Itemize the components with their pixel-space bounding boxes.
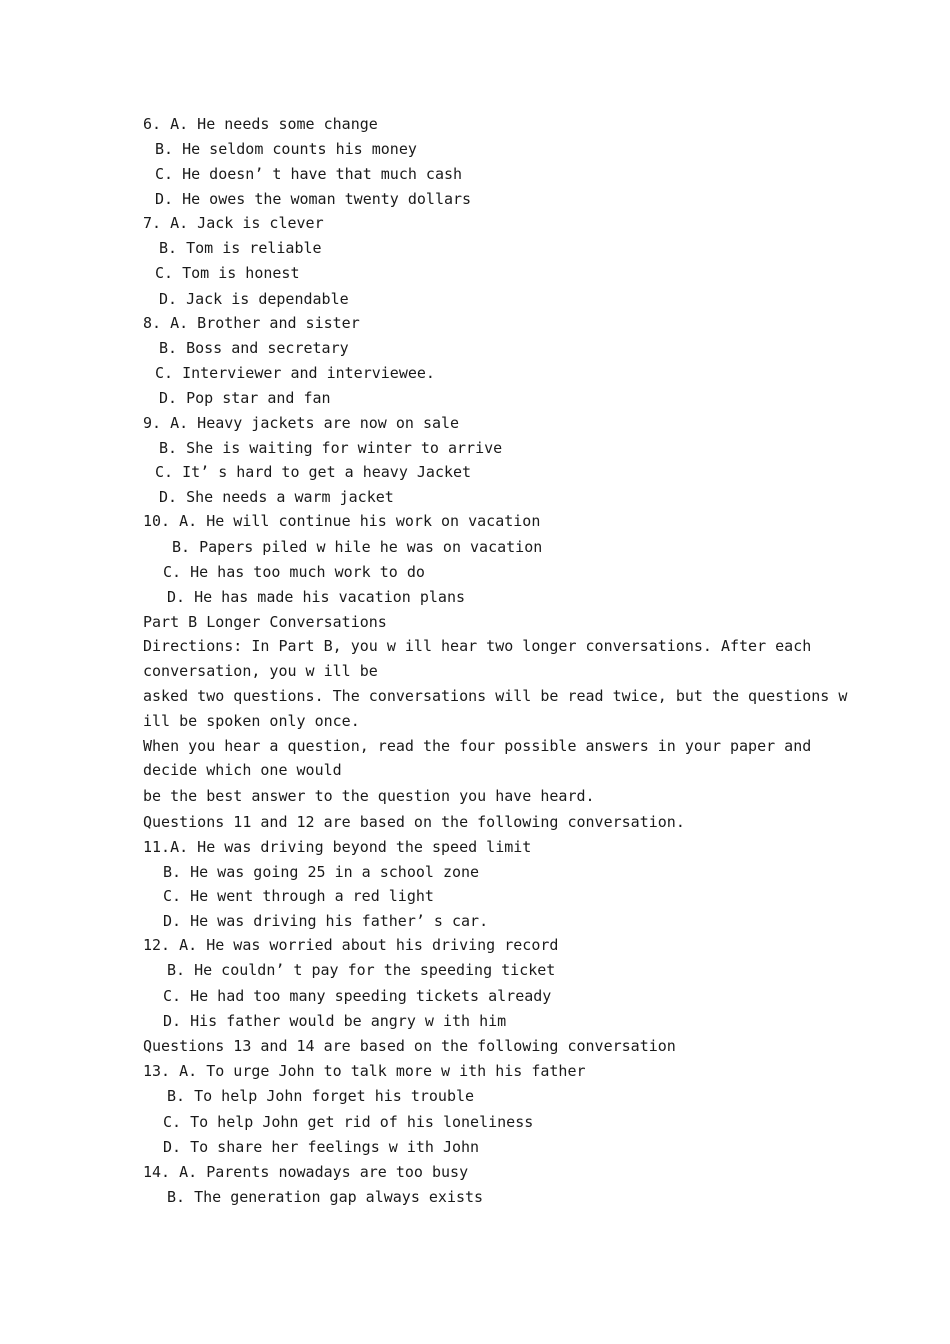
q10-option-c: C. He has too much work to do	[163, 563, 425, 581]
q9-option-d: D. She needs a warm jacket	[159, 488, 394, 506]
q6-option-c: C. He doesn’ t have that much cash	[155, 165, 463, 183]
q7-option-a: 7. A. Jack is clever	[143, 214, 324, 232]
q7-option-d: D. Jack is dependable	[159, 290, 349, 308]
q8-option-a: 8. A. Brother and sister	[143, 314, 360, 332]
directions-line-7: be the best answer to the question you have heard.	[143, 787, 595, 805]
directions-line-1: Directions: In Part B, you w ill hear two longer conversations. After each	[143, 637, 812, 655]
q13-option-d: D. To share her feelings w ith John	[163, 1138, 480, 1156]
q9-option-b: B. She is waiting for winter to arrive	[159, 439, 503, 457]
q12-option-c: C. He had too many speeding tickets already	[163, 987, 552, 1005]
q9-option-c: C. It’ s hard to get a heavy Jacket	[155, 463, 472, 481]
q6-option-b: B. He seldom counts his money	[155, 140, 417, 158]
q11-option-d: D. He was driving his father’ s car.	[163, 912, 489, 930]
q6-option-a: 6. A. He needs some change	[143, 115, 378, 133]
q11-option-b: B. He was going 25 in a school zone	[163, 863, 480, 881]
q11-option-a: 11.A. He was driving beyond the speed limit	[143, 838, 532, 856]
q12-option-a: 12. A. He was worried about his driving record	[143, 936, 559, 954]
q6-option-d: D. He owes the woman twenty dollars	[155, 190, 472, 208]
q9-option-a: 9. A. Heavy jackets are now on sale	[143, 414, 460, 432]
q13-option-b: B. To help John forget his trouble	[167, 1087, 475, 1105]
questions-13-14-intro: Questions 13 and 14 are based on the following conversation	[143, 1037, 676, 1055]
part-b-heading: Part B Longer Conversations	[143, 613, 387, 631]
questions-11-12-intro: Questions 11 and 12 are based on the following conversation.	[143, 813, 685, 831]
q7-option-c: C. Tom is honest	[155, 264, 300, 282]
q14-option-b: B. The generation gap always exists	[167, 1188, 484, 1206]
directions-line-6: decide which one would	[143, 761, 342, 779]
q8-option-c: C. Interviewer and interviewee.	[155, 364, 435, 382]
q12-option-d: D. His father would be angry w ith him	[163, 1012, 507, 1030]
q12-option-b: B. He couldn’ t pay for the speeding ticket	[167, 961, 556, 979]
directions-line-4: ill be spoken only once.	[143, 712, 360, 730]
q11-option-c: C. He went through a red light	[163, 887, 434, 905]
q8-option-b: B. Boss and secretary	[159, 339, 349, 357]
q10-option-d: D. He has made his vacation plans	[167, 588, 466, 606]
directions-line-3: asked two questions. The conversations will be read twice, but the questions w	[143, 687, 848, 705]
q14-option-a: 14. A. Parents nowadays are too busy	[143, 1163, 469, 1181]
q10-option-b: B. Papers piled w hile he was on vacation	[172, 538, 543, 556]
directions-line-5: When you hear a question, read the four possible answers in your paper and	[143, 737, 812, 755]
q7-option-b: B. Tom is reliable	[159, 239, 322, 257]
directions-line-2: conversation, you w ill be	[143, 662, 378, 680]
q10-option-a: 10. A. He will continue his work on vacation	[143, 512, 541, 530]
q8-option-d: D. Pop star and fan	[159, 389, 331, 407]
q13-option-c: C. To help John get rid of his loneliness	[163, 1113, 534, 1131]
q13-option-a: 13. A. To urge John to talk more w ith his father	[143, 1062, 586, 1080]
